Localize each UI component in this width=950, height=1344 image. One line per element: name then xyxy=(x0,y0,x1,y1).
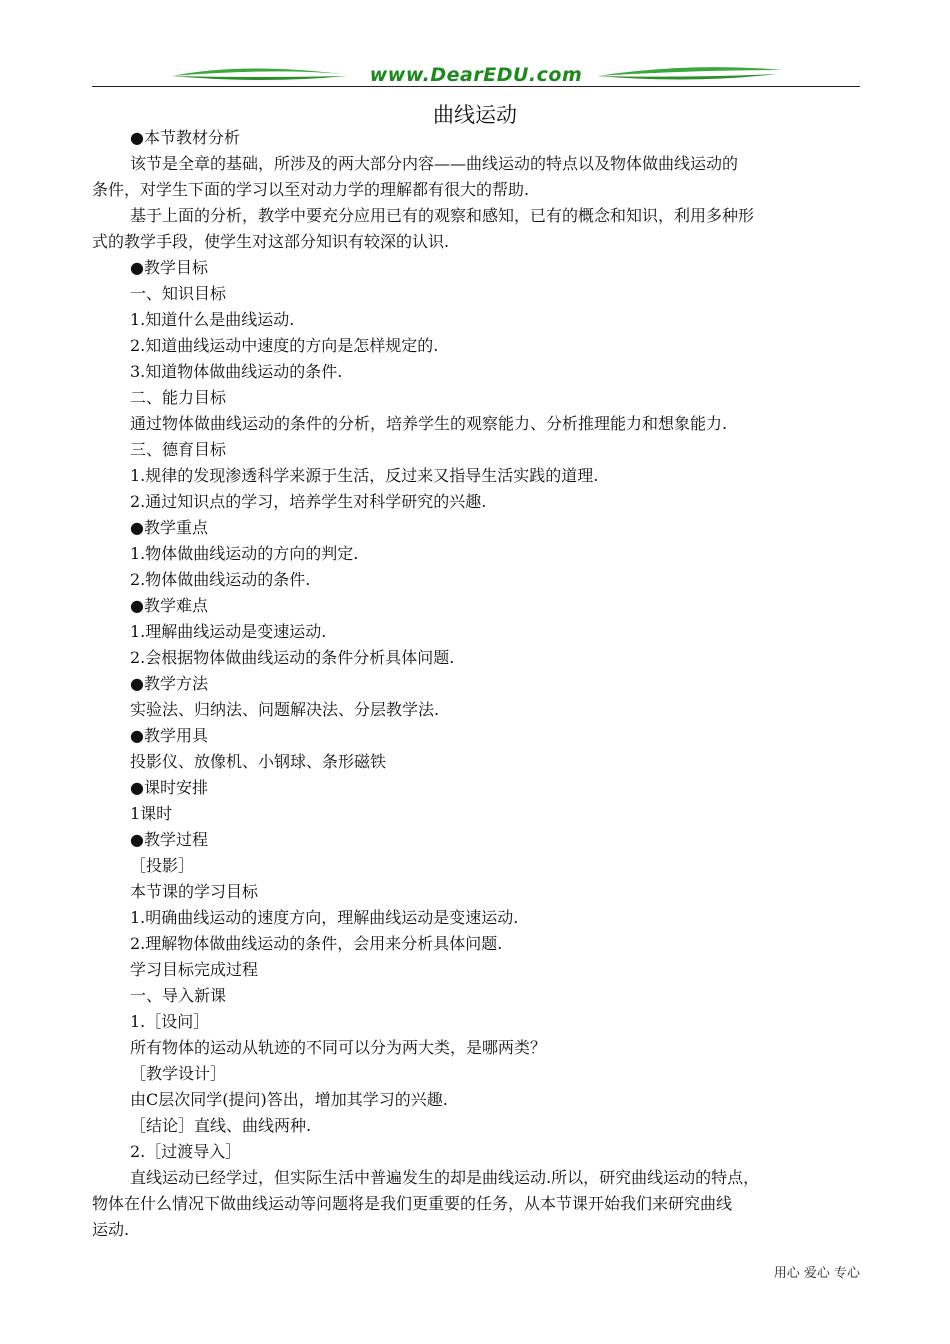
text-line: 通过物体做曲线运动的条件的分析，培养学生的观察能力、分析推理能力和想象能力. xyxy=(130,414,728,433)
text-line: 所有物体的运动从轨迹的不同可以分为两大类，是哪两类？ xyxy=(130,1038,547,1057)
text-line: ［投影］ xyxy=(130,856,195,875)
text-line: 1.规律的发现渗透科学来源于生活，反过来又指导生活实践的道理. xyxy=(130,466,599,485)
text-line: ［教学设计］ xyxy=(130,1064,227,1083)
text-line: 一、知识目标 xyxy=(130,284,227,303)
text-line: ●教学重点 xyxy=(130,518,208,537)
text-line: 2.理解物体做曲线运动的条件，会用来分析具体问题. xyxy=(130,934,503,953)
text-line: 直线运动已经学过，但实际生活中普遍发生的却是曲线运动.所以，研究曲线运动的特点， xyxy=(130,1168,760,1187)
text-line: 条件，对学生下面的学习以至对动力学的理解都有很大的帮助. xyxy=(92,180,530,199)
text-line: 投影仪、放像机、小钢球、条形磁铁 xyxy=(130,752,387,771)
text-line: 1.理解曲线运动是变速运动. xyxy=(130,622,327,641)
header-rule xyxy=(92,86,860,87)
text-line: 实验法、归纳法、问题解决法、分层教学法. xyxy=(130,700,440,719)
text-line: 3.知道物体做曲线运动的条件. xyxy=(130,362,343,381)
text-line: 学习目标完成过程 xyxy=(130,960,259,979)
text-line: 1.物体做曲线运动的方向的判定. xyxy=(130,544,359,563)
text-line: ●教学难点 xyxy=(130,596,208,615)
page-title: 曲线运动 xyxy=(433,103,517,127)
text-line: 2.通过知识点的学习，培养学生对科学研究的兴趣. xyxy=(130,492,487,511)
text-line: 2.［过渡导入］ xyxy=(130,1142,242,1161)
text-line: ●教学方法 xyxy=(130,674,208,693)
text-line: 1.明确曲线运动的速度方向，理解曲线运动是变速运动. xyxy=(130,908,519,927)
text-line: ［结论］直线、曲线两种. xyxy=(130,1116,312,1135)
text-line: ●教学目标 xyxy=(130,258,208,277)
text-line: 2.会根据物体做曲线运动的条件分析具体问题. xyxy=(130,648,455,667)
text-line: ●教学过程 xyxy=(130,830,208,849)
text-line: 1.知道什么是曲线运动. xyxy=(130,310,295,329)
text-line: 本节课的学习目标 xyxy=(130,882,259,901)
text-line: 1.［设问］ xyxy=(130,1012,210,1031)
text-line: ●教学用具 xyxy=(130,726,208,745)
text-line: 基于上面的分析，教学中要充分应用已有的观察和感知，已有的概念和知识，利用多种形 xyxy=(130,206,755,225)
site-logo-text[interactable]: www.DearEDU.com xyxy=(369,64,583,86)
text-line: 三、德育目标 xyxy=(130,440,227,459)
text-line: ●课时安排 xyxy=(130,778,208,797)
text-line: 一、导入新课 xyxy=(130,986,227,1005)
text-line: 运动. xyxy=(92,1220,130,1239)
text-line: 2.物体做曲线运动的条件. xyxy=(130,570,311,589)
text-line: 物体在什么情况下做曲线运动等问题将是我们更重要的任务，从本节课开始我们来研究曲线 xyxy=(92,1194,733,1213)
text-line: 该节是全章的基础，所涉及的两大部分内容——曲线运动的特点以及物体做曲线运动的 xyxy=(130,154,739,173)
text-line: 由C层次同学(提问)答出，增加其学习的兴趣. xyxy=(130,1090,448,1109)
text-line: ●本节教材分析 xyxy=(130,128,240,147)
document-body xyxy=(92,125,865,1243)
text-line: 2.知道曲线运动中速度的方向是怎样规定的. xyxy=(130,336,439,355)
page-footer: 用心 爱心 专心 xyxy=(773,1266,860,1281)
text-line: 式的教学手段，使学生对这部分知识有较深的认识. xyxy=(92,232,450,251)
text-line: 1课时 xyxy=(130,804,173,823)
text-line: 二、能力目标 xyxy=(130,388,227,407)
